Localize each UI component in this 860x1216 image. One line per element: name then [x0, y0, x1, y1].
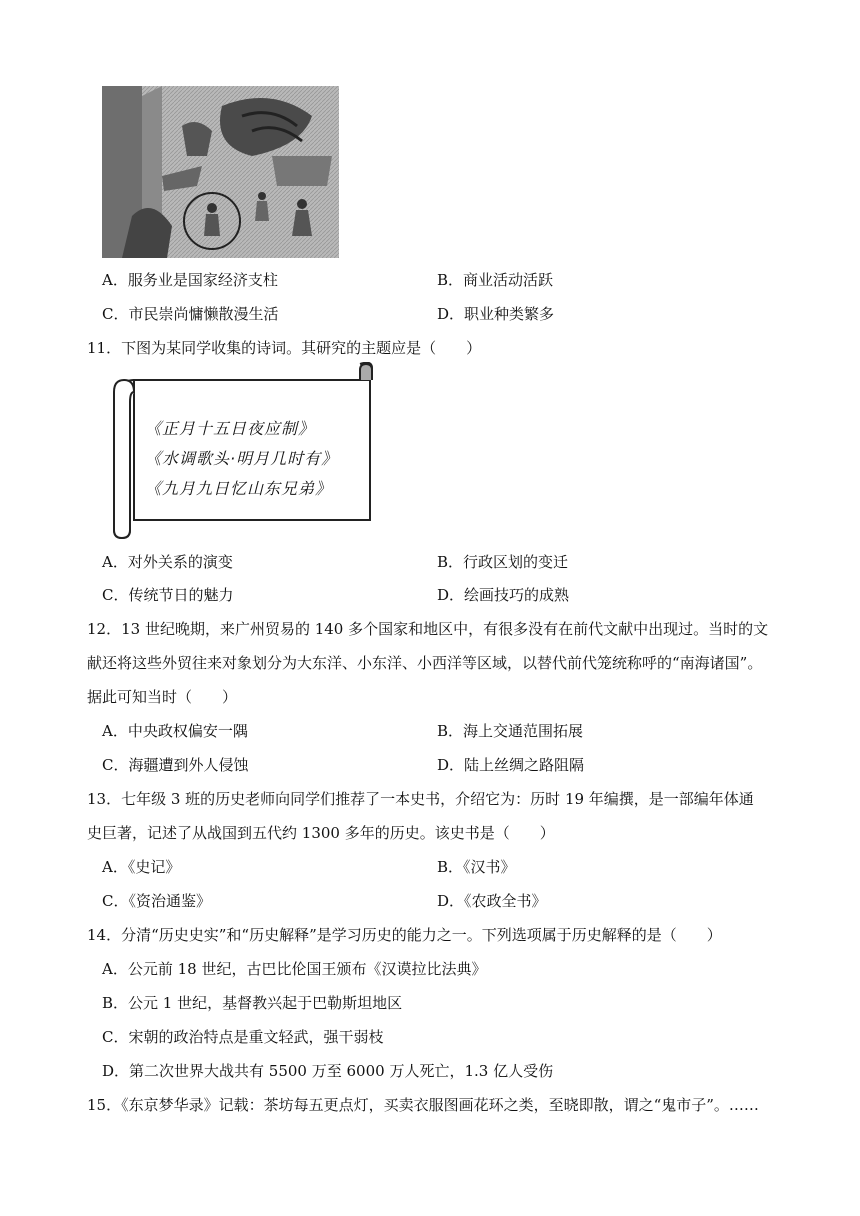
q13-option-b: B．《汉书》 — [437, 858, 516, 876]
q12-option-d: D．陆上丝绸之路阻隔 — [437, 756, 585, 774]
poem-2: 《水调歌头·明月几时有》 — [145, 449, 339, 468]
q14-option-c: C．宋朝的政治特点是重文轻武，强干弱枝 — [102, 1028, 384, 1046]
q12-option-c: C．海疆遭到外人侵蚀 — [102, 756, 249, 774]
q11-option-b: B．行政区划的变迁 — [437, 553, 569, 571]
q13-stem-line-1: 13．七年级 3 班的历史老师向同学们推荐了一本史书，介绍它为：历时 19 年编撰，是一部编年体通 — [87, 790, 754, 808]
q14-stem: 14．分清“历史史实”和“历史解释”是学习历史的能力之一。下列选项属于历史解释的是（ ） — [87, 926, 722, 944]
q12-option-b: B．海上交通范围拓展 — [437, 722, 584, 740]
q14-option-d: D．第二次世界大战共有 5500 万至 6000 万人死亡，1.3 亿人受伤 — [102, 1062, 554, 1080]
q10-option-b: B．商业活动活跃 — [437, 271, 554, 289]
q11-option-d: D．绘画技巧的成熟 — [437, 586, 570, 604]
q11-option-a: A．对外关系的演变 — [102, 553, 233, 571]
q12-stem-line-2: 献还将这些外贸往来对象划分为大东洋、小东洋、小西洋等区域，以替代前代笼统称呼的“南海诸国”。 — [87, 654, 763, 672]
q10-option-d: D．职业种类繁多 — [437, 305, 555, 323]
q11-stem: 11．下图为某同学收集的诗词。其研究的主题应是（ ） — [87, 339, 482, 357]
q13-stem-line-2: 史巨著，记述了从战国到五代约 1300 多年的历史。该史书是（ ） — [87, 824, 555, 842]
q11-option-c: C．传统节日的魅力 — [102, 586, 234, 604]
painting-image — [102, 86, 339, 258]
poem-1: 《正月十五日夜应制》 — [145, 419, 316, 438]
q15-stem: 15．《东京梦华录》记载：茶坊每五更点灯，买卖衣服图画花环之类，至晓即散，谓之“鬼市子”。…… — [87, 1096, 759, 1114]
q10-option-a: A．服务业是国家经济支柱 — [102, 271, 278, 289]
q14-option-a: A．公元前 18 世纪，古巴比伦国王颁布《汉谟拉比法典》 — [102, 960, 487, 978]
q13-option-d: D．《农政全书》 — [437, 892, 547, 910]
q12-stem-line-3: 据此可知当时（ ） — [87, 688, 238, 706]
poem-3: 《九月九日忆山东兄弟》 — [145, 479, 333, 498]
q12-stem-line-1: 12．13 世纪晚期，来广州贸易的 140 多个国家和地区中，有很多没有在前代文献中出现过。当时的文 — [87, 620, 769, 638]
q13-option-c: C．《资治通鉴》 — [102, 892, 211, 910]
q10-option-c: C．市民崇尚慵懒散漫生活 — [102, 305, 279, 323]
q12-option-a: A．中央政权偏安一隅 — [102, 722, 248, 740]
q13-option-a: A．《史记》 — [102, 858, 181, 876]
q14-option-b: B．公元 1 世纪，基督教兴起于巴勒斯坦地区 — [102, 994, 403, 1012]
